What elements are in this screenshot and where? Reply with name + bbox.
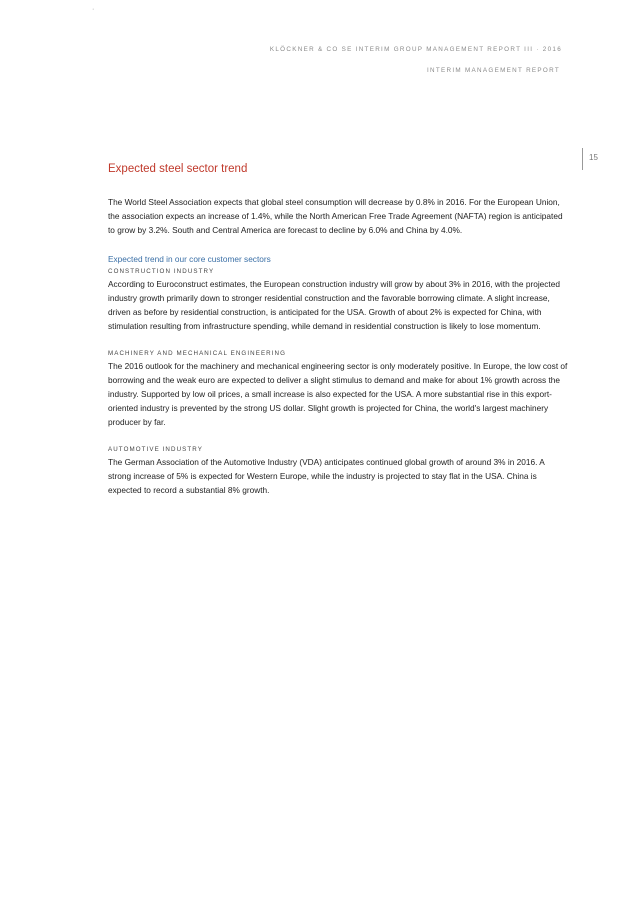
subsection-title: Expected trend in our core customer sectors [108,254,271,264]
section-machinery [108,350,568,429]
section-header: INTERIM MANAGEMENT REPORT [426,67,560,74]
page-mark: · [92,6,95,13]
section-construction [108,268,568,333]
intro-paragraph: The World Steel Association expects that global steel consumption will decrease by 0.8% in 2016. For the European Union, the association expects an increase of 1.4%, while the North American Free Trade Agreement (NAFTA) region is anticipated to grow by 3.2%. South and Central America are forecast to decline by 6.0% and China by 4.0%. [108,197,563,235]
section-automotive [108,446,568,497]
report-header: KLÖCKNER & CO SE INTERIM GROUP MANAGEMENT REPORT III · 2016 [269,46,562,53]
page-title: Expected steel sector trend [108,163,248,175]
section-text: According to Euroconstruct estimates, the European construction industry will grow by about 3% in 2016, with the projected industry growth primarily down to stronger residential construction and the favorable borrowing climate. A slight increase, driven as before by residential construction, is anticipated for the USA. Growth of about 2% is expected for China, with stimulation resulting from infrastructure spending, while demand in residential construction is likely to lose momentum. [108,279,560,331]
section-heading: CONSTRUCTION INDUSTRY [108,268,215,275]
page-number: 15 [589,153,598,162]
section-text: The 2016 outlook for the machinery and mechanical engineering sector is only moderately positive. In Europe, the low cost of borrowing and the weak euro are expected to deliver a slight stimulus to demand and make for about 1% growth across the industry. Supported by low oil prices, a small increase is also expected for the USA. A more substantial rise in this export-oriented industry is prevented by the strong US dollar. Slight growth is projected for China, the world's largest machinery producer by far. [108,361,568,427]
main-content [108,163,568,514]
section-heading: MACHINERY AND MECHANICAL ENGINEERING [108,350,287,357]
section-heading: AUTOMOTIVE INDUSTRY [108,446,203,453]
page-number-divider [582,148,583,170]
section-text: The German Association of the Automotive Industry (VDA) anticipates continued global growth of around 3% in 2016. A strong increase of 5% is expected for Western Europe, while the industry is projected to stay flat in the USA. China is expected to record a substantial 8% growth. [108,457,545,495]
